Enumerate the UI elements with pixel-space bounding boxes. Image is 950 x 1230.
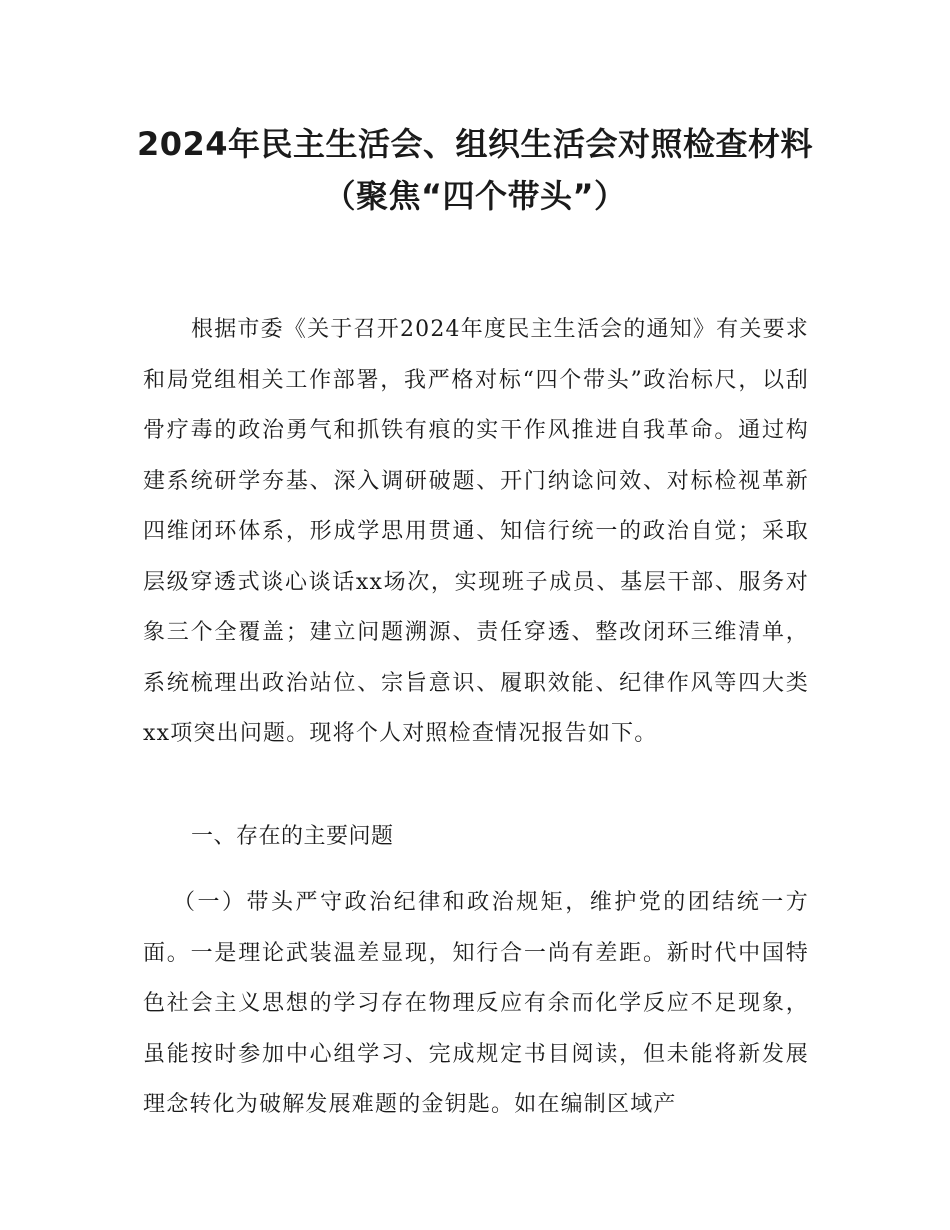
document-title: 2024年民主生活会、组织生活会对照检查材料（聚焦“四个带头”） [136,125,814,215]
intro-paragraph: 根据市委《关于召开2024年度民主生活会的通知》有关要求和局党组相关工作部署，我严格对标“四个带头”政治标尺，以刮骨疗毒的政治勇气和抓铁有痕的实干作风推进自我革命。通过构建系统研学夯基、深入调研破题、开门纳谂问效、对标检视革新四维闭环体系，形成学思用贯通、知信行统一的政治自觉；采取层级穿透式谈心谈话xx场次，实现班子成员、基层干部、服务对象三个全覆盖；建立问题溯源、责任穿透、整改闭环三维清单，系统梳理出政治站位、宗旨意识、履职效能、纪律作风等四大类xx项突出问题。现将个人对照检查情况报告如下。 [143,317,809,746]
section-heading: 一、存在的主要问题 [191,824,394,849]
section-paragraph: （一）带头严守政治纪律和政治规矩，维护党的团结统一方面。一是理论武装温差显现，知行合一尚有差距。新时代中国特色社会主义思想的学习存在物理反应有余而化学反应不足现象，虽能按时参加中心组学习、完成规定书目阅读，但未能将新发展理念转化为破解发展难题的金钥匙。如在编制区域产 [143,890,809,1117]
